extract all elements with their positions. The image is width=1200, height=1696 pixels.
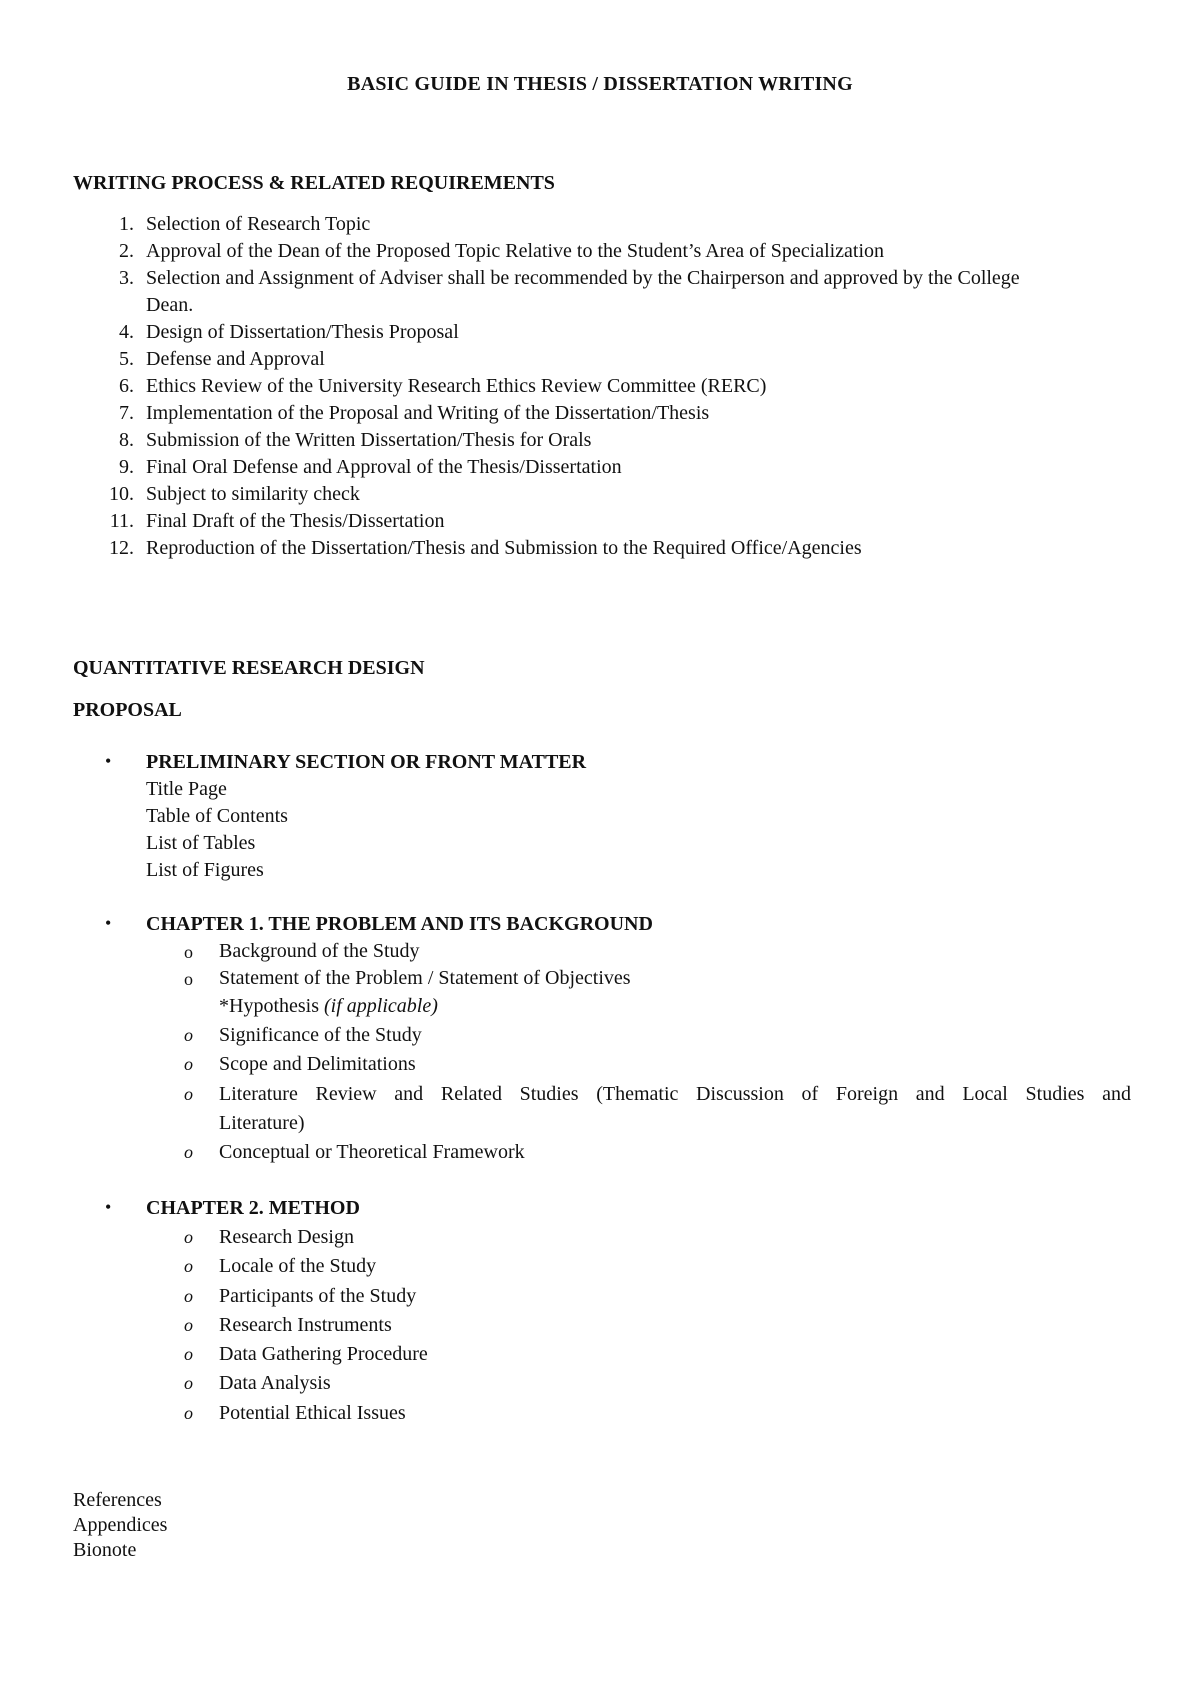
item-text: Final Oral Defense and Approval of the Thesis/Dissertation <box>146 456 622 478</box>
circle-bullet-icon: o <box>184 1054 193 1074</box>
item-number: 12. <box>109 537 134 559</box>
writing-process-heading: WRITING PROCESS & RELATED REQUIREMENTS <box>73 172 555 194</box>
circle-bullet-icon: o <box>184 1084 193 1104</box>
circle-bullet-icon: o <box>184 942 193 962</box>
document-title: BASIC GUIDE IN THESIS / DISSERTATION WRITING <box>347 73 853 95</box>
circle-bullet-icon: o <box>184 1142 193 1162</box>
back-matter-item: References <box>73 1489 162 1511</box>
item-text: Ethics Review of the University Research Ethics Review Committee (RERC) <box>146 375 767 397</box>
list-item: Background of the Study <box>219 940 420 962</box>
proposal-heading: PROPOSAL <box>73 699 182 721</box>
item-text: Subject to similarity check <box>146 483 360 505</box>
circle-bullet-icon: o <box>184 1344 193 1364</box>
item-text: Approval of the Dean of the Proposed Topic Relative to the Student’s Area of Specialization <box>146 240 885 262</box>
item-text: Final Draft of the Thesis/Dissertation <box>146 510 445 532</box>
list-item: Scope and Delimitations <box>219 1053 416 1075</box>
item-number: 6. <box>119 375 134 397</box>
hypothesis-condition: (if applicable) <box>324 995 438 1017</box>
circle-bullet-icon: o <box>184 1403 193 1423</box>
list-item: Participants of the Study <box>219 1285 417 1307</box>
back-matter-item: Appendices <box>73 1514 168 1536</box>
preliminary-title: PRELIMINARY SECTION OR FRONT MATTER <box>146 751 587 773</box>
item-text-continued: Dean. <box>146 294 194 316</box>
list-item: List of Figures <box>146 859 264 881</box>
list-item: Literature Review and Related Studies (Thematic Discussion of Foreign and Local Studies and <box>219 1083 1131 1105</box>
circle-bullet-icon: o <box>184 969 193 989</box>
list-item: List of Tables <box>146 832 256 854</box>
bullet-icon: • <box>105 751 112 771</box>
circle-bullet-icon: o <box>184 1315 193 1335</box>
back-matter-item: Bionote <box>73 1539 137 1561</box>
item-number: 5. <box>119 348 134 370</box>
item-number: 7. <box>119 402 134 424</box>
item-text: Defense and Approval <box>146 348 325 370</box>
list-item: Title Page <box>146 778 227 800</box>
list-item: Data Gathering Procedure <box>219 1343 428 1365</box>
bullet-icon: • <box>105 1197 112 1217</box>
item-number: 9. <box>119 456 134 478</box>
list-item: Statement of the Problem / Statement of Objectives <box>219 967 631 989</box>
hypothesis-note <box>219 996 438 1016</box>
bullet-icon: • <box>105 913 112 933</box>
list-item: Significance of the Study <box>219 1024 422 1046</box>
quantitative-heading: QUANTITATIVE RESEARCH DESIGN <box>73 657 425 679</box>
chapter2-title: CHAPTER 2. METHOD <box>146 1197 360 1219</box>
item-text: Submission of the Written Dissertation/Thesis for Orals <box>146 429 592 451</box>
item-text: Selection of Research Topic <box>146 213 371 235</box>
item-text: Selection and Assignment of Adviser shall be recommended by the Chairperson and approved by the College <box>146 267 1020 289</box>
list-item: Research Design <box>219 1226 354 1248</box>
circle-bullet-icon: o <box>184 1286 193 1306</box>
item-number: 1. <box>119 213 134 235</box>
chapter1-title: CHAPTER 1. THE PROBLEM AND ITS BACKGROUND <box>146 913 653 935</box>
list-item: Conceptual or Theoretical Framework <box>219 1141 525 1163</box>
item-text: Reproduction of the Dissertation/Thesis and Submission to the Required Office/Agencies <box>146 537 862 559</box>
item-number: 8. <box>119 429 134 451</box>
item-number: 4. <box>119 321 134 343</box>
item-number: 11. <box>109 510 134 532</box>
circle-bullet-icon: o <box>184 1025 193 1045</box>
item-number: 2. <box>119 240 134 262</box>
list-item-continued: Literature) <box>219 1112 305 1134</box>
circle-bullet-icon: o <box>184 1256 193 1276</box>
circle-bullet-icon: o <box>184 1227 193 1247</box>
item-text: Design of Dissertation/Thesis Proposal <box>146 321 459 343</box>
item-number: 10. <box>109 483 134 505</box>
list-item: Potential Ethical Issues <box>219 1402 406 1424</box>
list-item: Locale of the Study <box>219 1255 377 1277</box>
list-item: Research Instruments <box>219 1314 392 1336</box>
list-item: Table of Contents <box>146 805 288 827</box>
item-number: 3. <box>119 267 134 289</box>
circle-bullet-icon: o <box>184 1373 193 1393</box>
hypothesis-label: *Hypothesis <box>219 995 324 1017</box>
list-item: Data Analysis <box>219 1372 331 1394</box>
item-text: Implementation of the Proposal and Writing of the Dissertation/Thesis <box>146 402 710 424</box>
